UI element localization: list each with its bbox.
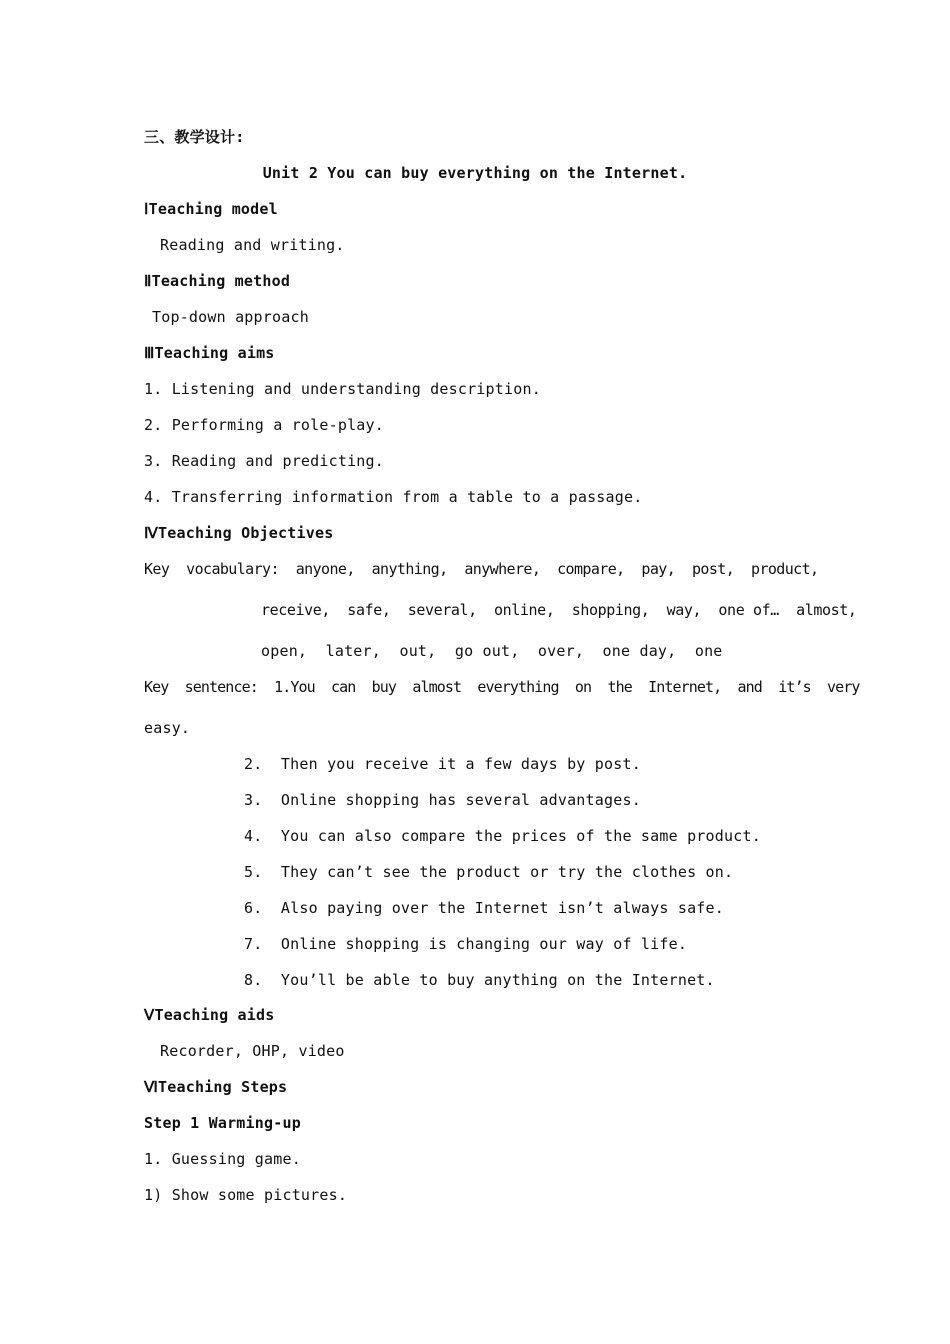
aim-item: 3. Reading and predicting. bbox=[144, 452, 384, 470]
teaching-objectives-heading: ⅣTeaching Objectives bbox=[144, 524, 334, 542]
key-sentence-item: 5. They can’t see the product or try the clothes on. bbox=[244, 863, 734, 881]
teaching-model-heading: ⅠTeaching model bbox=[144, 200, 278, 218]
vocabulary-line: Key vocabulary: anyone, anything, anywhere, compare, pay, post, product, bbox=[144, 560, 819, 578]
step-heading: Step 1 Warming-up bbox=[144, 1114, 301, 1132]
aim-item: 2. Performing a role-play. bbox=[144, 416, 384, 434]
key-sentence-item: 8. You’ll be able to buy anything on the Internet. bbox=[244, 971, 715, 989]
teaching-model-text: Reading and writing. bbox=[160, 236, 345, 254]
step-subitem: 1) Show some pictures. bbox=[144, 1186, 348, 1204]
teaching-steps-heading: ⅥTeaching Steps bbox=[144, 1078, 288, 1096]
step-item: 1. Guessing game. bbox=[144, 1150, 301, 1168]
vocabulary-line: receive, safe, several, online, shopping, way, one of… almost, bbox=[261, 601, 857, 619]
key-sentence-line: easy. bbox=[144, 719, 191, 737]
teaching-aids-heading: ⅤTeaching aids bbox=[144, 1006, 275, 1024]
teaching-aims-heading: ⅢTeaching aims bbox=[144, 344, 275, 362]
key-sentence-item: 3. Online shopping has several advantages. bbox=[244, 791, 641, 809]
teaching-method-heading: ⅡTeaching method bbox=[144, 272, 291, 290]
vocabulary-line: open, later, out, go out, over, one day, one bbox=[261, 642, 723, 660]
aim-item: 4. Transferring information from a table to a passage. bbox=[144, 488, 643, 506]
key-sentence-item: 2. Then you receive it a few days by post. bbox=[244, 755, 641, 773]
key-sentence-line: Key sentence: 1.You can buy almost everything on the Internet, and it’s very bbox=[144, 678, 860, 696]
teaching-aids-text: Recorder, OHP, video bbox=[160, 1042, 345, 1060]
key-sentence-item: 4. You can also compare the prices of the same product. bbox=[244, 827, 761, 845]
key-sentence-item: 6. Also paying over the Internet isn’t always safe. bbox=[244, 899, 724, 917]
key-sentence-item: 7. Online shopping is changing our way of life. bbox=[244, 935, 688, 953]
section-heading: 三、教学设计: bbox=[144, 128, 245, 146]
document-title: Unit 2 You can buy everything on the Internet. bbox=[262, 164, 688, 182]
teaching-method-text: Top-down approach bbox=[152, 308, 309, 326]
aim-item: 1. Listening and understanding description. bbox=[144, 380, 541, 398]
